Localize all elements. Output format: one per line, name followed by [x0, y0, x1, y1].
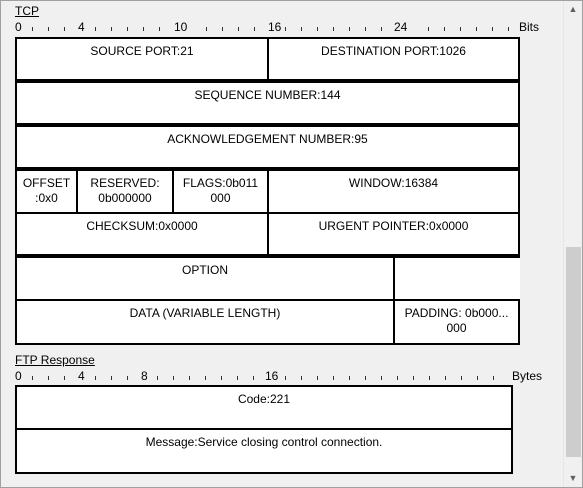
ftp-ruler-label-8: 8 [141, 369, 148, 383]
ruler-tick [429, 376, 430, 380]
ack-number-value: ACKNOWLEDGEMENT NUMBER:95 [167, 132, 368, 146]
ruler-tick [189, 376, 190, 380]
ruler-tick [477, 376, 478, 380]
padding-field [393, 299, 520, 345]
option-value: OPTION [181, 263, 228, 277]
ruler-tick [476, 27, 477, 31]
ruler-tick [301, 27, 302, 31]
ruler-tick [493, 376, 494, 380]
ruler-tick [381, 27, 382, 31]
source-port-value: SOURCE PORT:21 [90, 44, 194, 58]
flags-field [172, 169, 269, 214]
offset-label: OFFSET [22, 176, 71, 190]
ruler-tick [222, 27, 223, 31]
ruler-tick [317, 376, 318, 380]
ruler-tick [237, 376, 238, 380]
ruler-tick [428, 27, 429, 31]
data-field [15, 299, 395, 345]
ruler-tick [349, 376, 350, 380]
ruler-tick [254, 27, 255, 31]
checksum-value: CHECKSUM:0x0000 [86, 219, 198, 233]
sequence-number-field [15, 81, 520, 125]
ruler-tick [253, 376, 254, 380]
ruler-tick [221, 376, 222, 380]
padding-label: PADDING: 0b000... [404, 306, 509, 320]
ruler-tick [238, 27, 239, 31]
ftp-message-field [15, 428, 513, 474]
vertical-scrollbar[interactable] [563, 1, 582, 487]
reserved-label: RESERVED: [90, 176, 160, 190]
ruler-tick [157, 376, 158, 380]
checksum-field [15, 212, 269, 256]
scroll-up-icon[interactable]: ▲ [568, 4, 578, 14]
ruler-tick [349, 27, 350, 31]
ftp-code-value: Code:221 [237, 392, 291, 406]
offset-field [15, 169, 78, 214]
pdu-content [2, 2, 563, 486]
ftp-section-title: FTP Response [15, 353, 95, 367]
ruler-tick [95, 27, 96, 31]
ruler-tick [492, 27, 493, 31]
ruler-tick [365, 27, 366, 31]
ruler-tick [381, 376, 382, 380]
ruler-tick [173, 376, 174, 380]
tcp-ruler-label-10: 10 [174, 20, 188, 34]
data-value: DATA (VARIABLE LENGTH) [129, 306, 281, 320]
scrollbar-thumb[interactable] [566, 247, 581, 457]
flags-value: 000 [210, 191, 231, 205]
tcp-ruler-label-0: 0 [15, 20, 22, 34]
ruler-tick [445, 376, 446, 380]
ruler-tick [285, 376, 286, 380]
ruler-tick [206, 27, 207, 31]
reserved-field [76, 169, 174, 214]
ftp-message-value: Message:Service closing control connection. [145, 435, 383, 449]
tcp-ruler-label-4: 4 [78, 20, 85, 34]
tcp-ruler-label-16: 16 [268, 20, 282, 34]
ruler-tick [333, 27, 334, 31]
tcp-unit-label: Bits [519, 20, 540, 34]
destination-port-value: DESTINATION PORT:1026 [321, 44, 466, 58]
ruler-tick [127, 27, 128, 31]
ftp-ruler-label-0: 0 [15, 369, 22, 383]
padding-value: 000 [446, 321, 467, 335]
ruler-tick [508, 27, 509, 31]
window-value: WINDOW:16384 [348, 176, 439, 190]
ruler-tick [143, 27, 144, 31]
ruler-tick [413, 376, 414, 380]
option-field [15, 256, 395, 301]
ruler-tick [48, 376, 49, 380]
ruler-tick [111, 27, 112, 31]
ruler-tick [159, 27, 160, 31]
ruler-tick [111, 376, 112, 380]
tcp-bit-ruler [15, 20, 535, 34]
ruler-tick [444, 27, 445, 31]
ruler-tick [127, 376, 128, 380]
ftp-ruler-label-16: 16 [265, 369, 279, 383]
ruler-tick [205, 376, 206, 380]
tcp-ruler-label-24: 24 [394, 20, 408, 34]
window-field [267, 169, 520, 214]
ack-number-field [15, 125, 520, 169]
ruler-tick [64, 27, 65, 31]
ruler-tick [460, 27, 461, 31]
option-remainder-field [393, 256, 520, 301]
urgent-pointer-value: URGENT POINTER:0x0000 [318, 219, 469, 233]
ruler-tick [301, 376, 302, 380]
ftp-unit-label: Bytes [512, 369, 543, 383]
ruler-tick [32, 27, 33, 31]
ruler-tick [397, 376, 398, 380]
urgent-pointer-field [267, 212, 520, 256]
source-port-field [15, 37, 269, 81]
ruler-tick [64, 376, 65, 380]
ftp-ruler-label-4: 4 [78, 369, 85, 383]
ruler-tick [32, 376, 33, 380]
ftp-code-field [15, 385, 513, 430]
ruler-tick [333, 376, 334, 380]
ruler-tick [95, 376, 96, 380]
ftp-byte-ruler [15, 369, 515, 383]
flags-label: FLAGS:0b011 [182, 176, 259, 190]
tcp-section-title: TCP [15, 4, 39, 18]
ruler-tick [285, 27, 286, 31]
ruler-tick [365, 376, 366, 380]
reserved-value: 0b000000 [98, 191, 152, 205]
sequence-number-value: SEQUENCE NUMBER:144 [194, 88, 341, 102]
ruler-tick [317, 27, 318, 31]
destination-port-field [267, 37, 520, 81]
scroll-down-icon[interactable]: ▼ [568, 473, 578, 483]
ruler-tick [48, 27, 49, 31]
offset-value: :0x0 [35, 191, 58, 205]
ruler-tick [461, 376, 462, 380]
